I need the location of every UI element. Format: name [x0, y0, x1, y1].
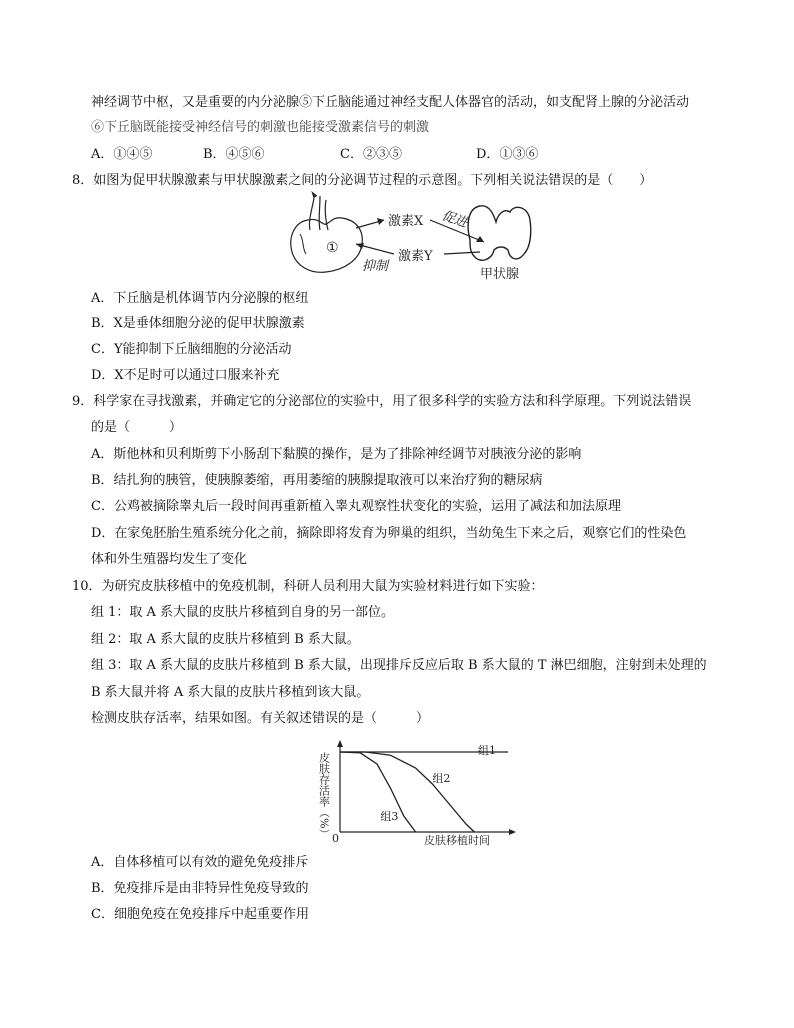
- q7-line1: 神经调节中枢，又是重要的内分泌腺⑤下丘脑能通过神经支配人体器官的活动，如支配肾上腺的分泌活动: [91, 95, 690, 110]
- nerve-fibers: [309, 198, 314, 230]
- circle-label: ①: [326, 240, 339, 256]
- skin-survival-chart: [318, 738, 518, 848]
- x-axis-label: 皮肤移植时间: [424, 834, 490, 847]
- q8-diagram: [284, 190, 544, 290]
- q8-option-c: C．Y能抑制下丘脑细胞的分泌活动: [91, 342, 292, 357]
- q7-option-c: C．②③⑤: [340, 147, 402, 162]
- q7-line2: ⑥下丘脑既能接受神经信号的刺激也能接受激素信号的刺激: [91, 120, 430, 135]
- q10-question: 检测皮肤存活率，结果如图。有关叙述错误的是（ ）: [91, 711, 430, 726]
- promote-label: 促进: [439, 208, 470, 231]
- series-label-2: 组2: [432, 772, 451, 785]
- hormone-y-label: 激素Y: [398, 249, 433, 264]
- q10-group3-line2: B 系大鼠并将 A 系大鼠的皮肤片移植到该大鼠。: [91, 685, 370, 700]
- q8-option-a: A．下丘脑是机体调节内分泌腺的枢纽: [91, 291, 309, 306]
- q10-stem: 10．为研究皮肤移植中的免疫机制，科研人员利用大鼠为实验材料进行如下实验：: [72, 579, 544, 594]
- thyroid-label: 甲状腺: [480, 267, 520, 282]
- inhibit-label: 抑制: [362, 259, 389, 274]
- q9-option-c: C．公鸡被摘除睾丸后一段时间再重新植入睾丸观察性状变化的实验，运用了减法和加法原理: [91, 499, 621, 514]
- q10-group1: 组 1：取 A 系大鼠的皮肤片移植到自身的另一部位。: [91, 605, 395, 620]
- q8-option-b: B．X是垂体细胞分泌的促甲状腺激素: [91, 316, 305, 331]
- series-label-3: 组3: [380, 810, 399, 823]
- q8-stem: 8．如图为促甲状腺激素与甲状腺激素之间的分泌调节过程的示意图。下列相关说法错误的是（ ）: [72, 173, 653, 188]
- q10-option-a: A．自体移植可以有效的避免免疫排斥: [91, 855, 309, 870]
- q9-stem-line2: 的是（ ）: [91, 420, 183, 435]
- q7-option-d: D．①③⑥: [476, 147, 539, 162]
- q10-group3-line1: 组 3：取 A 系大鼠的皮肤片移植到 B 系大鼠，出现排斥反应后取 B 系大鼠的 T 淋巴细胞，注射到未处理的: [91, 658, 707, 673]
- series-label-1: 组1: [478, 744, 496, 757]
- q8-option-d: D．X不足时可以通过口服来补充: [91, 368, 280, 383]
- origin-label: 0: [332, 832, 339, 845]
- q7-option-b: B．④⑤⑥: [203, 147, 265, 162]
- q9-option-d: D．在家兔胚胎生殖系统分化之前，摘除即将发育为卵巢的组织，当幼兔生下来之后，观察它们的性染色: [91, 526, 687, 541]
- series-line-3: [340, 752, 416, 832]
- hormone-x-label: 激素X: [388, 214, 424, 229]
- q10-group2: 组 2：取 A 系大鼠的皮肤片移植到 B 系大鼠。: [91, 632, 360, 647]
- y-axis-label: 皮肤存活率（%）: [318, 752, 331, 840]
- q10-option-c: C．细胞免疫在免疫排斥中起重要作用: [91, 907, 309, 922]
- q9-option-a: A．斯他林和贝利斯剪下小肠刮下黏膜的操作，是为了排除神经调节对胰液分泌的影响: [91, 447, 582, 462]
- q9-option-d-cont: 体和外生殖器均发生了变化: [91, 552, 248, 567]
- q9-stem-line1: 9．科学家在寻找激素，并确定它的分泌部位的实验中，用了很多科学的实验方法和科学原理。下列说法错误: [72, 394, 692, 409]
- q10-option-b: B．免疫排斥是由非特异性免疫导致的: [91, 881, 309, 896]
- q7-option-a: A．①④⑤: [91, 147, 153, 162]
- q9-option-b: B．结扎狗的胰管，使胰腺萎缩，再用萎缩的胰腺提取液可以来治疗狗的糖尿病: [91, 473, 543, 488]
